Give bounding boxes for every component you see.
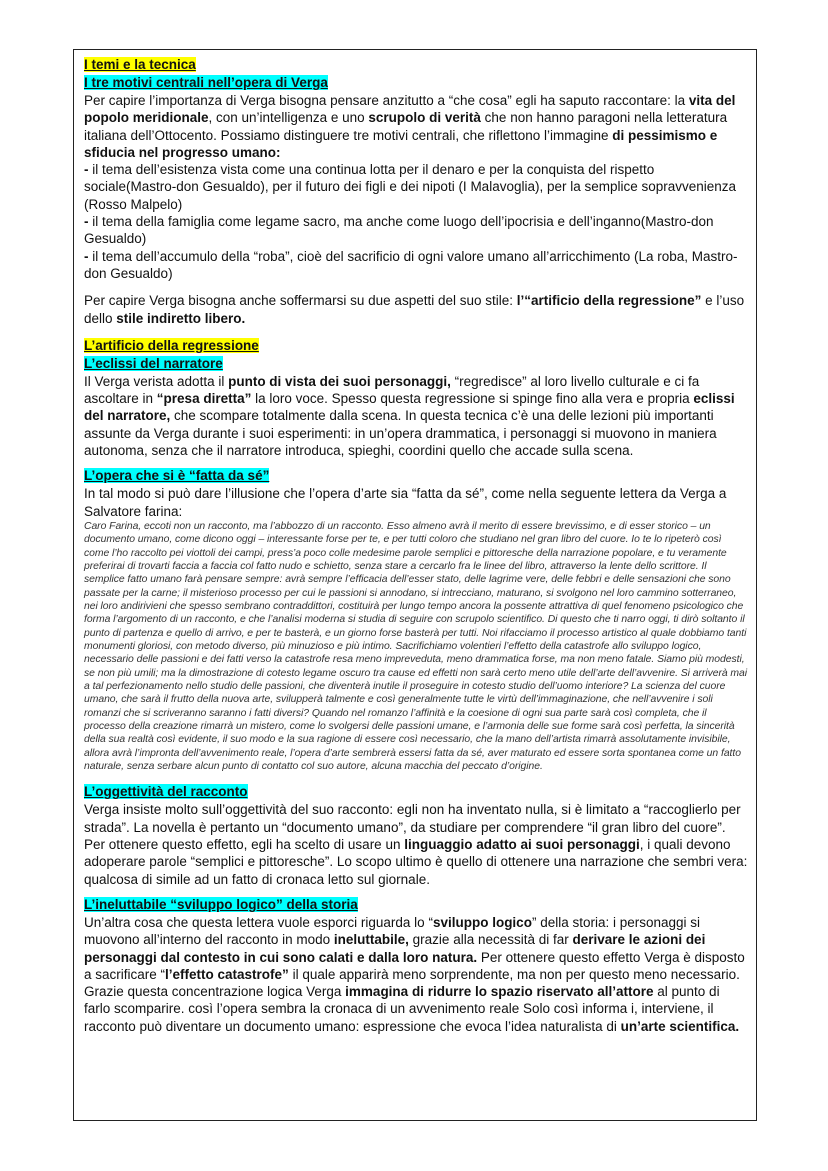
section-regressione — [84, 337, 748, 459]
paragraph: Per capire Verga bisogna anche soffermarsi su due aspetti del suo stile: l’“artificio della regressione” e l’uso dello stile indiretto libero. — [84, 293, 745, 326]
section-subtitle: L’eclissi del narratore — [84, 355, 223, 371]
section-subtitle: I tre motivi centrali nell’opera di Verga — [84, 75, 328, 90]
document-frame — [73, 49, 757, 1121]
section-title: L’artificio della regressione — [84, 337, 259, 353]
section-title: I temi e la tecnica — [84, 57, 196, 72]
paragraph: Grazie questa concentrazione logica Verga immagina di ridurre lo spazio riservato all’attore al punto di farlo scomparire. così l’opera sembra la cronaca di un avvenimento reale Solo così informa i, interviene, il racconto può diventare un documento umano: espressione che evoca l’idea naturalista di un’arte scientifica. — [84, 984, 740, 1034]
section-temi — [84, 56, 748, 327]
paragraph: Il Verga verista adotta il punto di vista dei suoi personaggi, “regredisce” al loro livello culturale e ci fa ascoltare in “presa diretta” la loro voce. Spesso questa regressione si spinge fino alla vera e propria eclissi del narratore, che scompare totalmente dalla scena. In questa tecnica c’è una delle lezioni più importanti assunte da Verga durante i suoi esperimenti: in un’opera drammatica, i personaggi si muovono in maniera autonoma, senza che il narratore introduca, spieghi, coordini quello che accade sulla scena. — [84, 373, 735, 459]
section-subtitle: L’oggettività del racconto — [84, 784, 248, 800]
paragraph: Per capire l’importanza di Verga bisogna pensare anzitutto a “che cosa” egli ha saputo raccontare: la vita del popolo meridionale, con un’intelligenza e uno scrupolo di verità che non hanno paragoni nella letteratura italiana dell’Ottocento. Possiamo distinguere tre motivi centrali, che riflettono l’immagine di pessimismo e sfiducia nel progresso umano: — [84, 93, 736, 160]
paragraph: Un’altra cosa che questa lettera vuole esporci riguarda lo “sviluppo logico” della storia: i personaggi si muovono all’interno del racconto in modo ineluttabile, grazie alla necessità di far derivare le azioni dei personaggi dal contesto in cui sono calati e dalla loro natura. Per ottenere questo effetto Verga è disposto a sacrificare “l’effetto catastrofe” il quale apparirà meno sorprendente, ma non per questo meno necessario. — [84, 914, 745, 982]
list-item: - il tema della famiglia come legame sacro, ma anche come luogo dell’ipocrisia e dell’inganno(Mastro-don Gesualdo) — [84, 214, 714, 247]
letter-quote: Caro Farina, eccoti non un racconto, ma l’abbozzo di un racconto. Esso almeno avrà il merito di essere brevissimo, e di esser storico – un documento umano, come dicono oggi – interessante forse per te, e per tutti coloro che studiano nel gran libro del cuore. Io te lo ripeterò così come l’ho raccolto pei viottoli dei campi, press’a poco colle medesime parole semplici e pittoresche della narrazione popolare, e tu veramente preferirai di trovarti faccia a faccia col fatto nudo e schietto, senza stare a cercarlo fra le linee del libro, attraverso la lente dello scrittore. Il semplice fatto umano farà pensare sempre: avrà sempre l’efficacia dell’esser stato, delle lagrime vere, delle febbri e delle sensazioni che sono passate per la carne; il misterioso processo per cui le passioni si annodano, si intrecciano, maturano, si svolgono nel loro cammino sotterraneo, nei loro andirivieni che spesso sembrano contraddittori, costituirà per lungo tempo ancora la possente attrattiva di quel fenomeno psicologico che forma l’argomento di un racconto, e che l’analisi moderna si studia di seguire con scrupolo scientifico. Di questo che ti narro oggi, ti dirò soltanto il punto di partenza e quello di arrivo, e per te basterà, e un giorno forse basterà per tutti. Noi rifacciamo il processo artistico al quale dobbiamo tanti monumenti gloriosi, con metodo diverso, più minuzioso e più intimo. Sacrifichiamo volentieri l’effetto della catastrofe allo sviluppo logico, necessario delle passioni e dei fatti verso la catastrofe resa meno impreveduta, meno drammatica forse, ma non meno fatale. Siamo più modesti, se non più umili; ma la dimostrazione di cotesto legame oscuro tra cause ed effetti non sarà certo meno utile dell’arte dell’avvenire. Si arriverà mai a tal perfezionamento nello studio delle passioni, che diventerà inutile il proseguire in cotesto studio dell’uomo interiore? La scienza del cuore umano, che sarà il frutto della nuova arte, svilupperà talmente e così generalmente tutte le virtù dell’immaginazione, che nell’avvenire i soli romanzi che si scriveranno saranno i fatti diversi? Quando nel romanzo l’affinità e la coesione di ogni sua parte sarà così completa, che il processo della creazione rimarrà un mistero, come lo svolgersi delle passioni umane, e l’armonia delle sue forme sarà così perfetta, la sincerità della sua realtà così evidente, il suo modo e la sua ragione di essere così necessario, che la mano dell’artista rimarrà assolutamente invisibile, allora avrà l’impronta dell’avvenimento reale, l’opera d’arte sembrerà essersi fatta da sé, aver maturato ed essere sorta spontanea come un fatto naturale, senza serbare alcun punto di contatto col suo autore, alcuna macchia del peccato d’origine. — [84, 520, 748, 773]
paragraph: Verga insiste molto sull’oggettività del suo racconto: egli non ha inventato nulla, si è limitato a “raccoglierlo per strada”. La novella è pertanto un “documento umano”, da studiare per comprendere “il gran libro del cuore”. Per ottenere questo effetto, egli ha scelto di usare un linguaggio adatto ai suoi personaggi, i quali devono adoperare parole “semplici e pittoresche”. Lo scopo ultimo è quello di ottenere una narrazione che sembri vera: qualcosa di simile ad un fatto di cronaca letto sul giornale. — [84, 802, 748, 887]
paragraph: In tal modo si può dare l’illusione che l’opera d’arte sia “fatta da sé”, come nella seguente lettera da Verga a Salvatore farina: — [84, 486, 727, 519]
section-sviluppo-logico — [84, 896, 748, 1035]
section-subtitle: L’ineluttabile “sviluppo logico” della storia — [84, 896, 358, 912]
section-fatta-da-se — [84, 467, 748, 773]
section-subtitle: L’opera che si è “fatta da sé” — [84, 468, 270, 484]
list-item: - il tema dell’esistenza vista come una continua lotta per il denaro e per la conquista del rispetto sociale(Mastro-don Gesualdo), per il futuro dei figli e dei nipoti (I Malavoglia), per la semplice sopravvenienza (Rosso Malpelo) — [84, 162, 737, 212]
list-item: - il tema dell’accumulo della “roba”, cioè del sacrificio di ogni valore umano all’arricchimento (La roba, Mastro-don Gesualdo) — [84, 248, 738, 281]
section-oggettivita — [84, 783, 748, 887]
